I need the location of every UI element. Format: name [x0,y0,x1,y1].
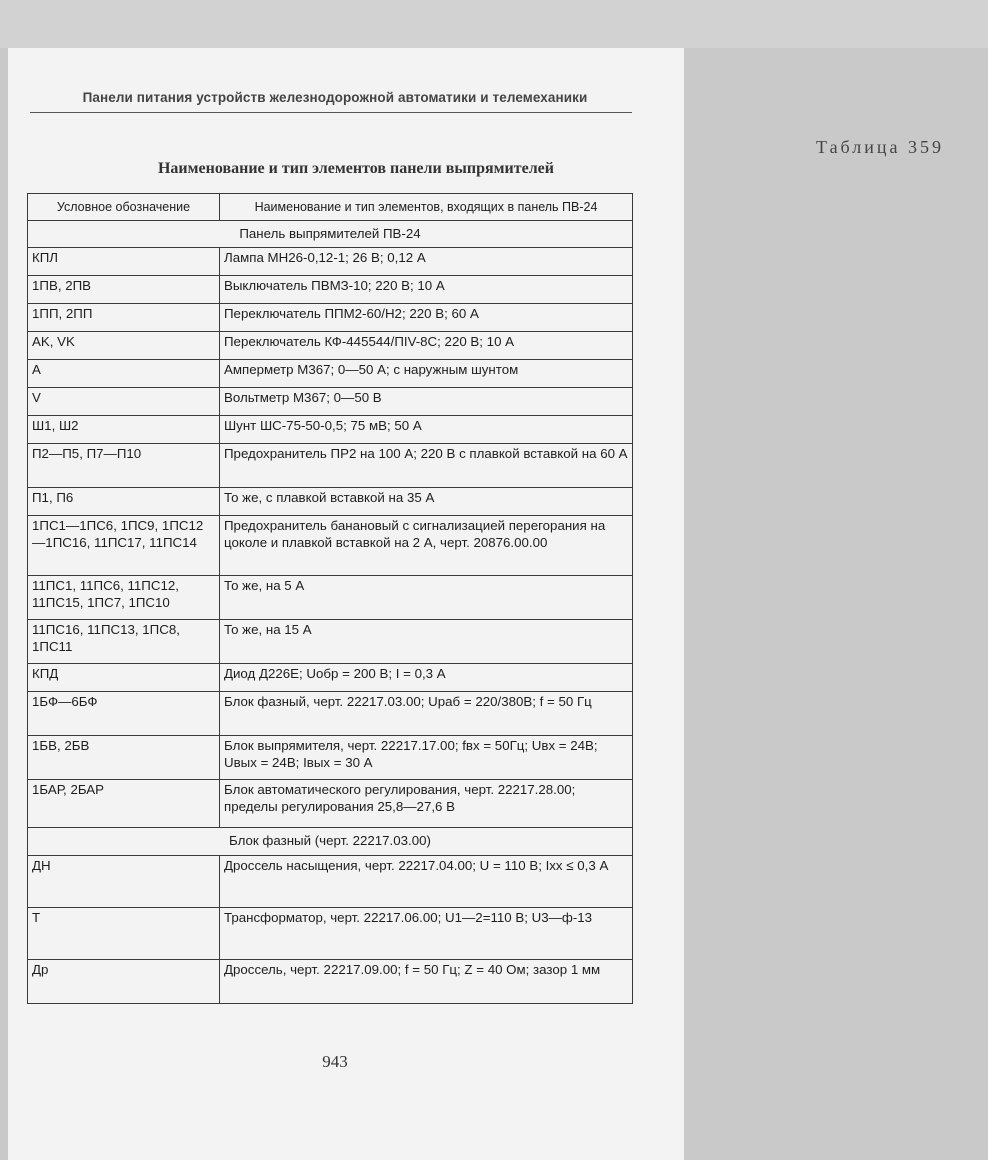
table-row [28,576,633,620]
description-cell: Шунт ШС-75-50-0,5; 75 мВ; 50 А [220,416,633,444]
table-row [28,908,633,960]
page-number: 943 [322,1052,348,1071]
description-cell: Трансформатор, черт. 22217.06.00; U1—2=110 В; U3—ф-13 [220,908,633,960]
designation-cell: 1БФ—6БФ [28,692,220,736]
designation-cell: 11ПС16, 11ПС13, 1ПС8, 1ПС11 [28,620,220,664]
designation-cell: КПЛ [28,248,220,276]
table-row [28,416,633,444]
designation-cell: Др [28,960,220,1004]
section-row-panel [28,221,633,248]
section-title: Панель выпрямителей ПВ-24 [28,221,633,248]
description-cell: Переключатель ППМ2-60/Н2; 220 В; 60 А [220,304,633,332]
table-row [28,276,633,304]
designation-cell: 1ПП, 2ПП [28,304,220,332]
designation-cell: 1ПВ, 2ПВ [28,276,220,304]
table-row [28,488,633,516]
table-row [28,692,633,736]
description-cell: То же, на 15 А [220,620,633,664]
description-cell: Лампа МН26-0,12-1; 26 В; 0,12 А [220,248,633,276]
table-title: Наименование и тип элементов панели выпрямителей [157,160,554,177]
designation-cell: П1, П6 [28,488,220,516]
table-row [28,332,633,360]
description-cell: Блок фазный, черт. 22217.03.00; Uраб = 220/380В; f = 50 Гц [220,692,633,736]
header-description: Наименование и тип элементов, входящих в панель ПВ-24 [220,194,633,221]
designation-cell: КПД [28,664,220,692]
table-number: Таблица 359 [816,137,944,157]
description-cell: Переключатель КФ-445544/ПIV-8С; 220 В; 10 А [220,332,633,360]
description-cell: Выключатель ПВМЗ-10; 220 В; 10 А [220,276,633,304]
designation-cell: Т [28,908,220,960]
header-designation: Условное обозначение [28,194,220,221]
elements-table [27,193,633,1004]
table-row [28,780,633,828]
table-row [28,736,633,780]
table-row [28,388,633,416]
table-row [28,960,633,1004]
table-row [28,620,633,664]
table-row [28,444,633,488]
description-cell: Предохранитель банановый с сигнализацией перегорания на цоколе и плавкой вставкой на 2 А, черт. 20876.00.00 [220,516,633,576]
designation-cell: 1ПС1—1ПС6, 1ПС9, 1ПС12—1ПС16, 11ПС17, 11ПС14 [28,516,220,576]
table-row [28,304,633,332]
description-cell: Амперметр М367; 0—50 А; с наружным шунтом [220,360,633,388]
running-head: Панели питания устройств железнодорожной автоматики и телемеханики [82,90,588,105]
designation-cell: 1БВ, 2БВ [28,736,220,780]
description-cell: Вольтметр М367; 0—50 В [220,388,633,416]
designation-cell: Ш1, Ш2 [28,416,220,444]
scan-top-band [0,0,988,48]
designation-cell: ДН [28,856,220,908]
table-row [28,516,633,576]
description-cell: Блок автоматического регулирования, черт. 22217.28.00; пределы регулирования 25,8—27,6 В [220,780,633,828]
header-rule [30,112,632,113]
table-header-row [28,194,633,221]
description-cell: Предохранитель ПР2 на 100 А; 220 В с плавкой вставкой на 60 А [220,444,633,488]
description-cell: То же, на 5 А [220,576,633,620]
description-cell: Дроссель, черт. 22217.09.00; f = 50 Гц; Z = 40 Ом; зазор 1 мм [220,960,633,1004]
table-row [28,360,633,388]
designation-cell: 1БАР, 2БАР [28,780,220,828]
table-row [28,856,633,908]
description-cell: Диод Д226Е; Uобр = 200 В; I = 0,3 А [220,664,633,692]
designation-cell: А [28,360,220,388]
designation-cell: П2—П5, П7—П10 [28,444,220,488]
table-row [28,664,633,692]
section-row-phase-block [28,828,633,856]
description-cell: Блок выпрямителя, черт. 22217.17.00; fвх = 50Гц; Uвх = 24В; Uвых = 24В; Iвых = 30 А [220,736,633,780]
description-cell: То же, с плавкой вставкой на 35 А [220,488,633,516]
designation-cell: AK, VK [28,332,220,360]
table-row [28,248,633,276]
designation-cell: V [28,388,220,416]
section-title: Блок фазный (черт. 22217.03.00) [28,828,633,856]
description-cell: Дроссель насыщения, черт. 22217.04.00; U = 110 В; Iхх ≤ 0,3 А [220,856,633,908]
designation-cell: 11ПС1, 11ПС6, 11ПС12, 11ПС15, 1ПС7, 1ПС10 [28,576,220,620]
